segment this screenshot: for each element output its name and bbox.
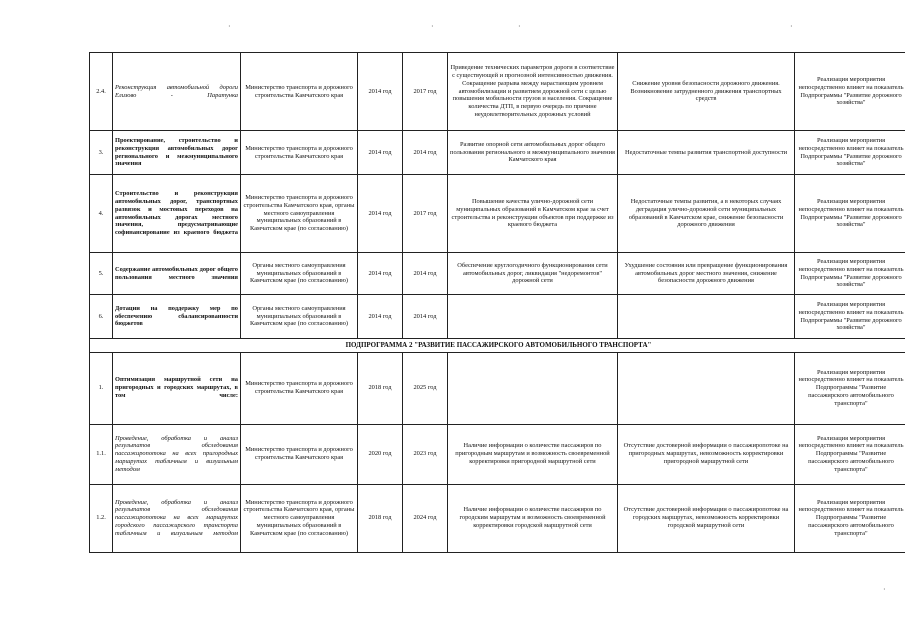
indicator-link: Реализация мероприятия непосредственно влияет на показатель Подпрограммы "Развитие пассажирского автомобильного транспорта" <box>795 484 905 552</box>
program-measures-table <box>89 52 905 553</box>
expected-result: Наличие информации о количестве пассажиров по пригородным маршрутам и возможность своевременной корректировки пригородной маршрутной сети <box>448 424 618 484</box>
end-year: 2017 год <box>403 175 448 253</box>
table-row <box>90 352 905 424</box>
table-row <box>90 53 905 131</box>
indicator-link: Реализация мероприятия непосредственно влияет на показатель Подпрограммы "Развитие дорожного хозяйства" <box>795 131 905 175</box>
responsible-executor: Органы местного самоуправления муниципальных образований в Камчатском крае (по согласованию) <box>241 253 358 295</box>
table-row <box>90 131 905 175</box>
expected-result: Обеспечение круглогодичного функционирования сети автомобильных дорог, ликвидация "недоремонтов" дорожной сети <box>448 253 618 295</box>
non-implementation-consequence: Ухудшение состояния или превращение функционирования автомобильных дорог местного значения, снижение безопасности дорожного движения <box>618 253 795 295</box>
measure-number: 1.2. <box>90 484 113 552</box>
expected-result <box>448 295 618 339</box>
indicator-link: Реализация мероприятия непосредственно влияет на показатель Подпрограммы "Развитие пассажирского автомобильного транспорта" <box>795 424 905 484</box>
scan-speck: · <box>431 22 434 31</box>
table-row <box>90 424 905 484</box>
measure-number: 5. <box>90 253 113 295</box>
non-implementation-consequence <box>618 295 795 339</box>
responsible-executor: Министерство транспорта и дорожного строительства Камчатского края <box>241 53 358 131</box>
scan-speck: · <box>883 585 886 594</box>
measure-number: 3. <box>90 131 113 175</box>
start-year: 2014 год <box>358 53 403 131</box>
expected-result: Развитие опорной сети автомобильных дорог общего пользования регионального и межмуниципального значения Камчатского края <box>448 131 618 175</box>
measure-name: Оптимизация маршрутной сети на пригородных и городских маршрутах, в том числе: <box>113 352 241 424</box>
measure-name: Проведение, обработка и анализ результатов обследования пассажиропотока на всех пригородных маршрутах табличным и визуальным методом <box>113 424 241 484</box>
measure-name: Проведение, обработка и анализ результатов обследования пассажиропотока на всех маршрутах городского пассажирского транспорта табличным и визуальным методом <box>113 484 241 552</box>
start-year: 2020 год <box>358 424 403 484</box>
scan-speck: · <box>518 22 521 31</box>
end-year: 2017 год <box>403 53 448 131</box>
start-year: 2018 год <box>358 352 403 424</box>
subprogram-title: ПОДПРОГРАММА 2 "РАЗВИТИЕ ПАССАЖИРСКОГО АВТОМОБИЛЬНОГО ТРАНСПОРТА" <box>90 339 905 353</box>
non-implementation-consequence <box>618 352 795 424</box>
indicator-link: Реализация мероприятия непосредственно влияет на показатель Подпрограммы "Развитие пассажирского автомобильного транспорта" <box>795 352 905 424</box>
start-year: 2014 год <box>358 295 403 339</box>
indicator-link: Реализация мероприятия непосредственно влияет на показатель Подпрограммы "Развитие дорожного хозяйства" <box>795 253 905 295</box>
indicator-link: Реализация мероприятия непосредственно влияет на показатель Подпрограммы "Развитие дорожного хозяйства" <box>795 53 905 131</box>
expected-result: Повышение качества улично-дорожной сети муниципальных образований в Камчатском крае за счет строительства и реконструкции объектов при поддержке из краевого бюджета <box>448 175 618 253</box>
non-implementation-consequence: Недостаточные темпы развития транспортной доступности <box>618 131 795 175</box>
end-year: 2014 год <box>403 295 448 339</box>
measure-name: Дотации на поддержку мер по обеспечению сбалансированности бюджетов <box>113 295 241 339</box>
non-implementation-consequence: Снижение уровня безопасности дорожного движения. Возникновение затрудненного движения транспортных средств <box>618 53 795 131</box>
non-implementation-consequence: Отсутствие достоверной информации о пассажиропотоке на пригородных маршрутах, невозможность корректировки пригородной маршрутной сети <box>618 424 795 484</box>
non-implementation-consequence: Недостаточные темпы развития, а в некоторых случаях деградация улично-дорожной сети муниципальных образований в Камчатском крае, снижение безопасности дорожного движения <box>618 175 795 253</box>
end-year: 2025 год <box>403 352 448 424</box>
measure-name: Проектирование, строительство и реконструкция автомобильных дорог регионального и межмуниципального значения <box>113 131 241 175</box>
measure-number: 1. <box>90 352 113 424</box>
measure-name: Реконструкция автомобильной дороги Елизово - Паратунка <box>113 53 241 131</box>
measure-number: 2.4. <box>90 53 113 131</box>
indicator-link: Реализация мероприятия непосредственно влияет на показатель Подпрограммы "Развитие дорожного хозяйства" <box>795 175 905 253</box>
end-year: 2023 год <box>403 424 448 484</box>
expected-result: Приведение технических параметров дороги в соответствие с существующей и прогнозной интенсивностью движения. Сокращение разрыва между нарастающим уровнем автомобилизации и развитием дорожной сети с целью повышения мобильности грузов и населения. Сокращение количества ДТП, в первую очередь по причине неудовлетворительных дорожных условий <box>448 53 618 131</box>
document-page <box>89 52 905 553</box>
measure-number: 4. <box>90 175 113 253</box>
subprogram-header-row <box>90 339 905 353</box>
responsible-executor: Министерство транспорта и дорожного строительства Камчатского края, органы местного самоуправления муниципальных образований в Камчатском крае (по согласованию) <box>241 175 358 253</box>
measure-name: Содержание автомобильных дорог общего пользования местного значения <box>113 253 241 295</box>
start-year: 2014 год <box>358 175 403 253</box>
expected-result: Наличие информации о количестве пассажиров по городским маршрутам и возможность своевременной корректировки городской маршрутной сети <box>448 484 618 552</box>
start-year: 2018 год <box>358 484 403 552</box>
start-year: 2014 год <box>358 131 403 175</box>
responsible-executor: Министерство транспорта и дорожного строительства Камчатского края <box>241 352 358 424</box>
indicator-link: Реализация мероприятия непосредственно влияет на показатель Подпрограммы "Развитие дорожного хозяйства" <box>795 295 905 339</box>
responsible-executor: Министерство транспорта и дорожного строительства Камчатского края <box>241 424 358 484</box>
measure-name: Строительство и реконструкция автомобильных дорог, транспортных развязок и мостовых переходов на автомобильных дорогах местного значения, предусматривающие софинансирование из краевого бюджета <box>113 175 241 253</box>
measure-number: 1.1. <box>90 424 113 484</box>
table-row <box>90 253 905 295</box>
end-year: 2014 год <box>403 253 448 295</box>
measure-number: 6. <box>90 295 113 339</box>
responsible-executor: Органы местного самоуправления муниципальных образований в Камчатском крае (по согласованию) <box>241 295 358 339</box>
end-year: 2024 год <box>403 484 448 552</box>
end-year: 2014 год <box>403 131 448 175</box>
expected-result <box>448 352 618 424</box>
scan-speck: · <box>790 22 793 31</box>
table-row <box>90 295 905 339</box>
non-implementation-consequence: Отсутствие достоверной информации о пассажиропотоке на городских маршрутах, невозможность корректировки городской маршрутной сети <box>618 484 795 552</box>
start-year: 2014 год <box>358 253 403 295</box>
responsible-executor: Министерство транспорта и дорожного строительства Камчатского края, органы местного самоуправления муниципальных образований в Камчатском крае (по согласованию) <box>241 484 358 552</box>
table-row <box>90 175 905 253</box>
table-row <box>90 484 905 552</box>
scan-speck: · <box>228 22 231 31</box>
responsible-executor: Министерство транспорта и дорожного строительства Камчатского края <box>241 131 358 175</box>
